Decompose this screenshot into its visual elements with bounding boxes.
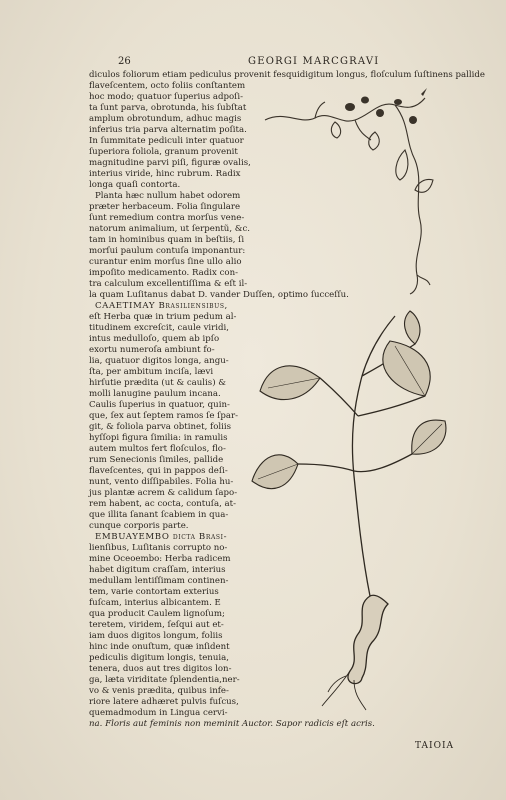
text-line: Caulis ſuperius in quatuor, quin- [89, 400, 230, 410]
text-line: ſunt remedium contra morſus vene- [89, 213, 245, 223]
text-line: titudinem excreſcit, caule viridi, [89, 323, 230, 333]
text-line: hyſſopi figura ſimilia: in ramulis [89, 433, 228, 443]
embuayembo-plant-woodcut [250, 296, 480, 716]
text-line: diculos foliorum etiam pediculus provenit fesquidigitum longus, floſculum ſuſtinens pallide [89, 70, 485, 80]
text-line: iam duos digitos longum, foliis [89, 631, 223, 641]
text-line: ſuperiora foliola, granum provenit [89, 147, 238, 157]
text-line: impoſito medicamento. Radix con- [89, 268, 239, 278]
text-line: lia, quatuor digitos longa, angu- [89, 356, 229, 366]
text-line: ſta, per ambitum inciſa, lævi [89, 367, 214, 377]
text-line: teretem, viridem, ſeſqui aut et- [89, 620, 224, 630]
running-head: GEORGI MARCGRAVI [248, 56, 380, 67]
text-line: la quam Luſitanus dabat D. vander Duſſen, optimo ſucceſſu. [89, 290, 349, 300]
text-line: medullam lentiſſimam continen- [89, 576, 229, 586]
text-line: rum Senecionis ſimiles, pallide [89, 455, 224, 465]
text-line: autem multos fert floſculos, flo- [89, 444, 226, 454]
text-line: longa quaſi contorta. [89, 180, 181, 190]
text-line: mine Oceoembo: Herba radicem [89, 554, 231, 564]
climbing-plant-woodcut [255, 80, 455, 300]
text-line: que illita ſanant ſcabiem in qua- [89, 510, 229, 520]
text-line: interius viride, hinc rubrum. Radix [89, 169, 241, 179]
text-line: natorum animalium, ut ſerpentũ, &c. [89, 224, 250, 234]
text-line: flaveſcentes, qui in pappos deſi- [89, 466, 228, 476]
section-heading-caaetimay: CAAETIMAY Braſilienſibus, [95, 301, 228, 311]
catchword: TAIOIA [415, 741, 454, 751]
text-line: jus plantæ acrem & calidum ſapo- [89, 488, 238, 498]
text-line: riore latere adhæret pulvis fuſcus, [89, 697, 239, 707]
text-line: In ſummitate pediculi inter quatuor [89, 136, 244, 146]
text-line: pediculis digitum longis, tenuia, [89, 653, 229, 663]
text-line: inferius tria parva alternatim poſita. [89, 125, 247, 135]
text-line: vo & venis prædita, quibus infe- [89, 686, 229, 696]
text-line: Planta hæc nullum habet odorem [95, 191, 241, 201]
text-line: hoc modo; quatuor ſuperius adpoſi- [89, 92, 244, 102]
text-line: eſt Herba quæ in trium pedum al- [89, 312, 237, 322]
text-line: tenera, duos aut tres digitos lon- [89, 664, 232, 674]
text-line: curantur enim morſus ſine ullo alio [89, 257, 242, 267]
text-line: ta ſunt parva, obrotunda, his ſubſtat [89, 103, 247, 113]
text-line: intus medulloſo, quem ab ipſo [89, 334, 220, 344]
text-line: tra calculum excellentiſſima & eſt il- [89, 279, 248, 289]
text-line: præter herbaceum. Folia ſingulare [89, 202, 241, 212]
text-line: morſui paulum contuſa imponantur: [89, 246, 246, 256]
text-line: na. Floris aut feminis non meminit Auctor. Sapor radicis eſt acris. [89, 719, 375, 729]
page-number: 26 [118, 56, 131, 67]
text-line: habet digitum craſſam, interius [89, 565, 226, 575]
text-line: exortu numeroſa ambiunt fo- [89, 345, 215, 355]
text-line: rem habent, ac cocta, contuſa, at- [89, 499, 237, 509]
text-line: qua producit Caulem lignoſum; [89, 609, 225, 619]
text-line: magnitudine parvi piſi, figuræ ovalis, [89, 158, 251, 168]
text-line: fuſcam, interius albicantem. E [89, 598, 221, 608]
text-line: amplum obrotundum, adhuc magis [89, 114, 242, 124]
text-line: hirſutie prædita (ut & caulis) & [89, 378, 226, 388]
text-line: cunque corporis parte. [89, 521, 189, 531]
text-line: molli lanugine paulum incana. [89, 389, 221, 399]
text-line: nunt, vento diſſipabiles. Folia hu- [89, 477, 234, 487]
section-heading-embuayembo: EMBUAYEMBO dicta Braſi- [95, 532, 228, 542]
text-line: ga, læta viriditate ſplendentia,ner- [89, 675, 240, 685]
text-line: tam in hominibus quam in beſtiis, ſi [89, 235, 245, 245]
text-line: hinc inde onuſtum, quæ inſident [89, 642, 230, 652]
text-line: flaveſcentem, octo foliis conſtantem [89, 81, 246, 91]
text-line: lienſibus, Luſitanis corrupto no- [89, 543, 228, 553]
text-line: quemadmodum in Lingua cervi- [89, 708, 228, 718]
text-line: tem, varie contortam exterius [89, 587, 219, 597]
text-line: git, & foliola parva obtinet, foliis [89, 422, 232, 432]
text-line: que, ſex aut ſeptem ramos ſe ſpar- [89, 411, 238, 421]
